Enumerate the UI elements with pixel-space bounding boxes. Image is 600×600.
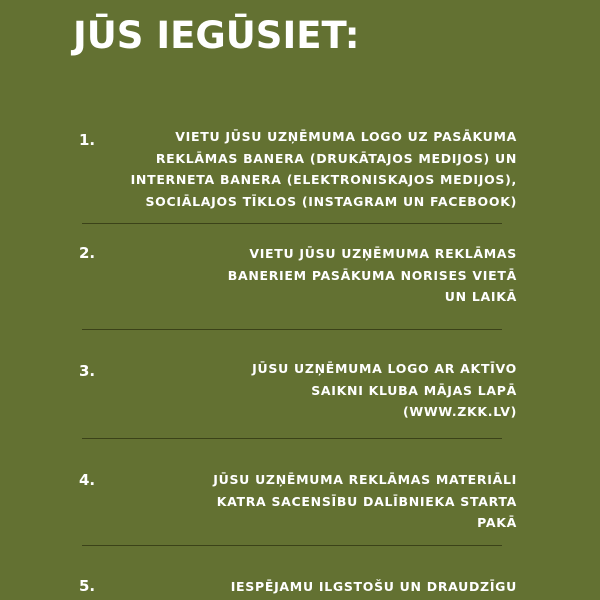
divider <box>82 438 502 439</box>
page-title: JŪS IEGŪSIET: <box>73 14 360 57</box>
item-text: VIETU JŪSU UZŅĒMUMA REKLĀMAS BANERIEM PASĀKUMA NORISES VIETĀ UN LAIKĀ <box>227 246 517 304</box>
divider <box>82 545 502 546</box>
item-text: JŪSU UZŅĒMUMA REKLĀMAS MATERIĀLI KATRA SACENSĪBU DALĪBNIEKA STARTA PAKĀ <box>213 472 517 530</box>
item-text: JŪSU UZŅĒMUMA LOGO AR AKTĪVO SAIKNI KLUBA MĀJAS LAPĀ (WWW.ZKK.LV) <box>252 361 517 419</box>
item-text: IESPĒJAMU ILGSTOŠU UN DRAUDZĪGU <box>230 579 517 594</box>
item-number: 2. <box>79 244 96 262</box>
item-number: 4. <box>79 471 96 489</box>
item-number: 3. <box>79 362 96 380</box>
divider <box>82 329 502 330</box>
item-number: 5. <box>79 577 96 595</box>
item-text: VIETU JŪSU UZŅĒMUMA LOGO UZ PASĀKUMA REKLĀMAS BANERA (DRUKĀTAJOS MEDIJOS) UN INTERNETA BANERA (ELEKTRONISKAJOS MEDIJOS), SOCIĀLAJOS TĪKLOS (INSTAGRAM UN FACEBOOK) <box>130 129 517 209</box>
divider <box>82 223 502 224</box>
item-number: 1. <box>79 131 96 149</box>
